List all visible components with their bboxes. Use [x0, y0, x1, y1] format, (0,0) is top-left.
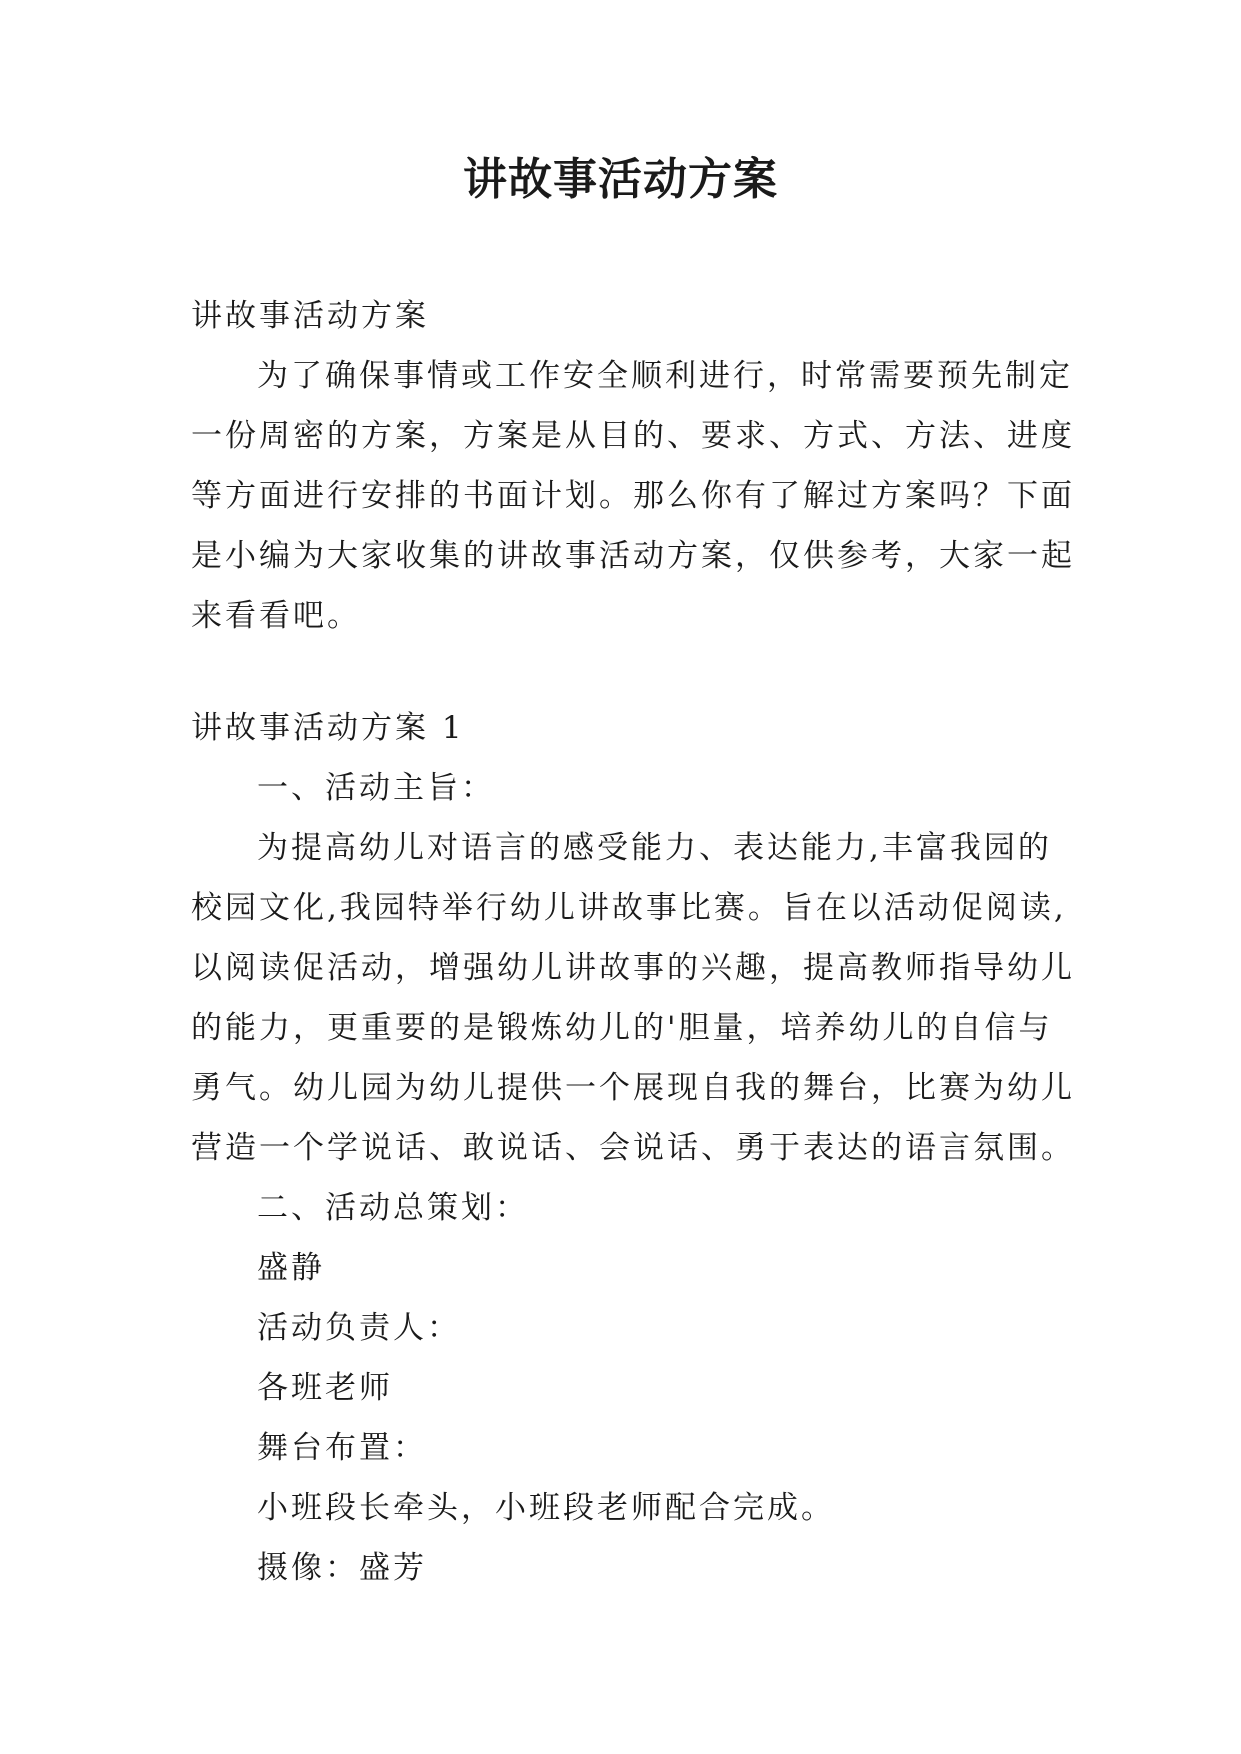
leader-heading: 活动负责人： [257, 1310, 461, 1346]
purpose-line: 以阅读促活动，增强幼儿讲故事的兴趣，提高教师指导幼儿 [191, 950, 1075, 986]
intro-line: 一份周密的方案，方案是从目的、要求、方式、方法、进度 [191, 418, 1075, 454]
intro-line: 是小编为大家收集的讲故事活动方案，仅供参考，大家一起 [191, 538, 1075, 574]
intro-paragraph [191, 346, 1075, 646]
camera-line: 摄像：盛芳 [257, 1550, 427, 1586]
paragraph-spacer [191, 646, 1071, 698]
purpose-paragraph [191, 818, 1075, 1178]
stage-heading: 舞台布置： [257, 1430, 427, 1466]
planner-heading: 二、活动总策划： [257, 1190, 529, 1226]
purpose-line: 的能力，更重要的是锻炼幼儿的'胆量，培养幼儿的自信与 [191, 1010, 1053, 1046]
purpose-line: 校园文化,我园特举行幼儿讲故事比赛。旨在以活动促阅读, [191, 890, 1067, 926]
leader-value: 各班老师 [257, 1370, 393, 1406]
purpose-line: 勇气。幼儿园为幼儿提供一个展现自我的舞台，比赛为幼儿 [191, 1070, 1075, 1106]
section-heading: 讲故事活动方案 1 [191, 710, 465, 746]
purpose-line: 营造一个学说话、敢说话、会说话、勇于表达的语言氛围。 [191, 1130, 1075, 1166]
document-title: 讲故事活动方案 [463, 154, 778, 205]
purpose-heading: 一、活动主旨： [257, 770, 495, 806]
purpose-line: 为提高幼儿对语言的感受能力、表达能力,丰富我园的 [257, 830, 1052, 866]
intro-line: 等方面进行安排的书面计划。那么你有了解过方案吗？下面 [191, 478, 1075, 514]
planner-name: 盛静 [257, 1250, 325, 1286]
subtitle: 讲故事活动方案 [191, 298, 429, 334]
document-body [191, 286, 1075, 1598]
intro-line: 来看看吧。 [191, 598, 361, 634]
stage-value: 小班段长牵头，小班段老师配合完成。 [257, 1490, 835, 1526]
intro-line: 为了确保事情或工作安全顺利进行，时常需要预先制定 [257, 358, 1073, 394]
